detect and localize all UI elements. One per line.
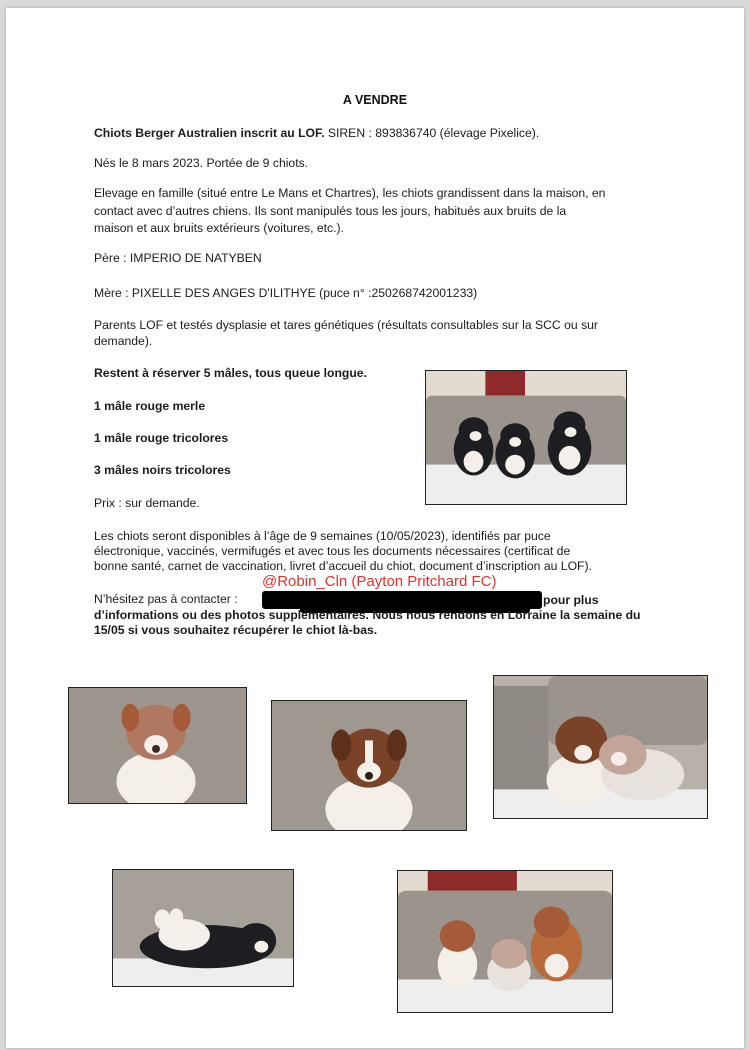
puppies-photo-cuddling [493, 675, 708, 819]
available-item: 1 mâle rouge merle [94, 399, 206, 413]
parents-line-2: demande). [94, 334, 153, 348]
parents-line-1: Parents LOF et testés dysplasie et tares génétiques (résultats consultables sur la SCC ou sur [94, 318, 598, 332]
puppy-photo-red-merle [68, 687, 247, 804]
father-line: Père : IMPERIO DE NATYBEN [94, 251, 262, 265]
available-item: 3 mâles noirs tricolores [94, 463, 231, 477]
page-title: A VENDRE [342, 93, 408, 107]
birth-line: Nés le 8 mars 2023. Portée de 9 chiots. [94, 156, 309, 170]
watermark-handle: @Robin_Cln (Payton Pritchard FC) [262, 573, 497, 590]
contact-after: pour plus [543, 593, 599, 607]
intro-line [94, 125, 539, 142]
intro-rest: SIREN : 893836740 (élevage Pixelice). [324, 126, 540, 140]
contact-line-2: 15/05 si vous souhaitez récupérer le chiot là-bas. [94, 623, 378, 637]
contact-line-1: d’informations ou des photos supplémentaires. Nous nous rendons en Lorraine la semaine du [94, 608, 641, 622]
breeding-line-1: Elevage en famille (situé entre Le Mans et Chartres), les chiots grandissent dans la maison, en [94, 186, 606, 200]
intro-bold: Chiots Berger Australien inscrit au LOF. [94, 126, 325, 140]
puppies-photo-three-black [425, 370, 627, 505]
puppy-photo-lying-black-tri [112, 869, 294, 987]
breeding-line-2: contact avec d’autres chiens. Ils sont manipulés tous les jours, habitués aux bruits de la [94, 204, 567, 218]
availability-line-3: bonne santé, carnet de vaccination, livret d’accueil du chiot, document d’inscription au LOF). [94, 559, 592, 573]
mother-line: Mère : PIXELLE DES ANGES D'ILITHYE (puce n° :250268742001233) [94, 286, 478, 300]
breeding-line-3: maison et aux bruits extérieurs (voitures, etc.). [94, 221, 344, 235]
available-heading: Restent à réserver 5 mâles, tous queue longue. [94, 366, 367, 380]
availability-line-1: Les chiots seront disponibles à l’âge de 9 semaines (10/05/2023), identifiés par puce [94, 529, 551, 543]
puppies-photo-three-mixed [397, 870, 613, 1013]
puppy-photo-red-tricolor [271, 700, 467, 831]
availability-line-2: électronique, vaccinés, vermifugés et avec tous les documents nécessaires (certificat de [94, 544, 571, 558]
contact-label: N’hésitez pas à contacter : [94, 592, 238, 606]
available-item: 1 mâle rouge tricolores [94, 431, 229, 445]
price-line: Prix : sur demande. [94, 496, 200, 510]
